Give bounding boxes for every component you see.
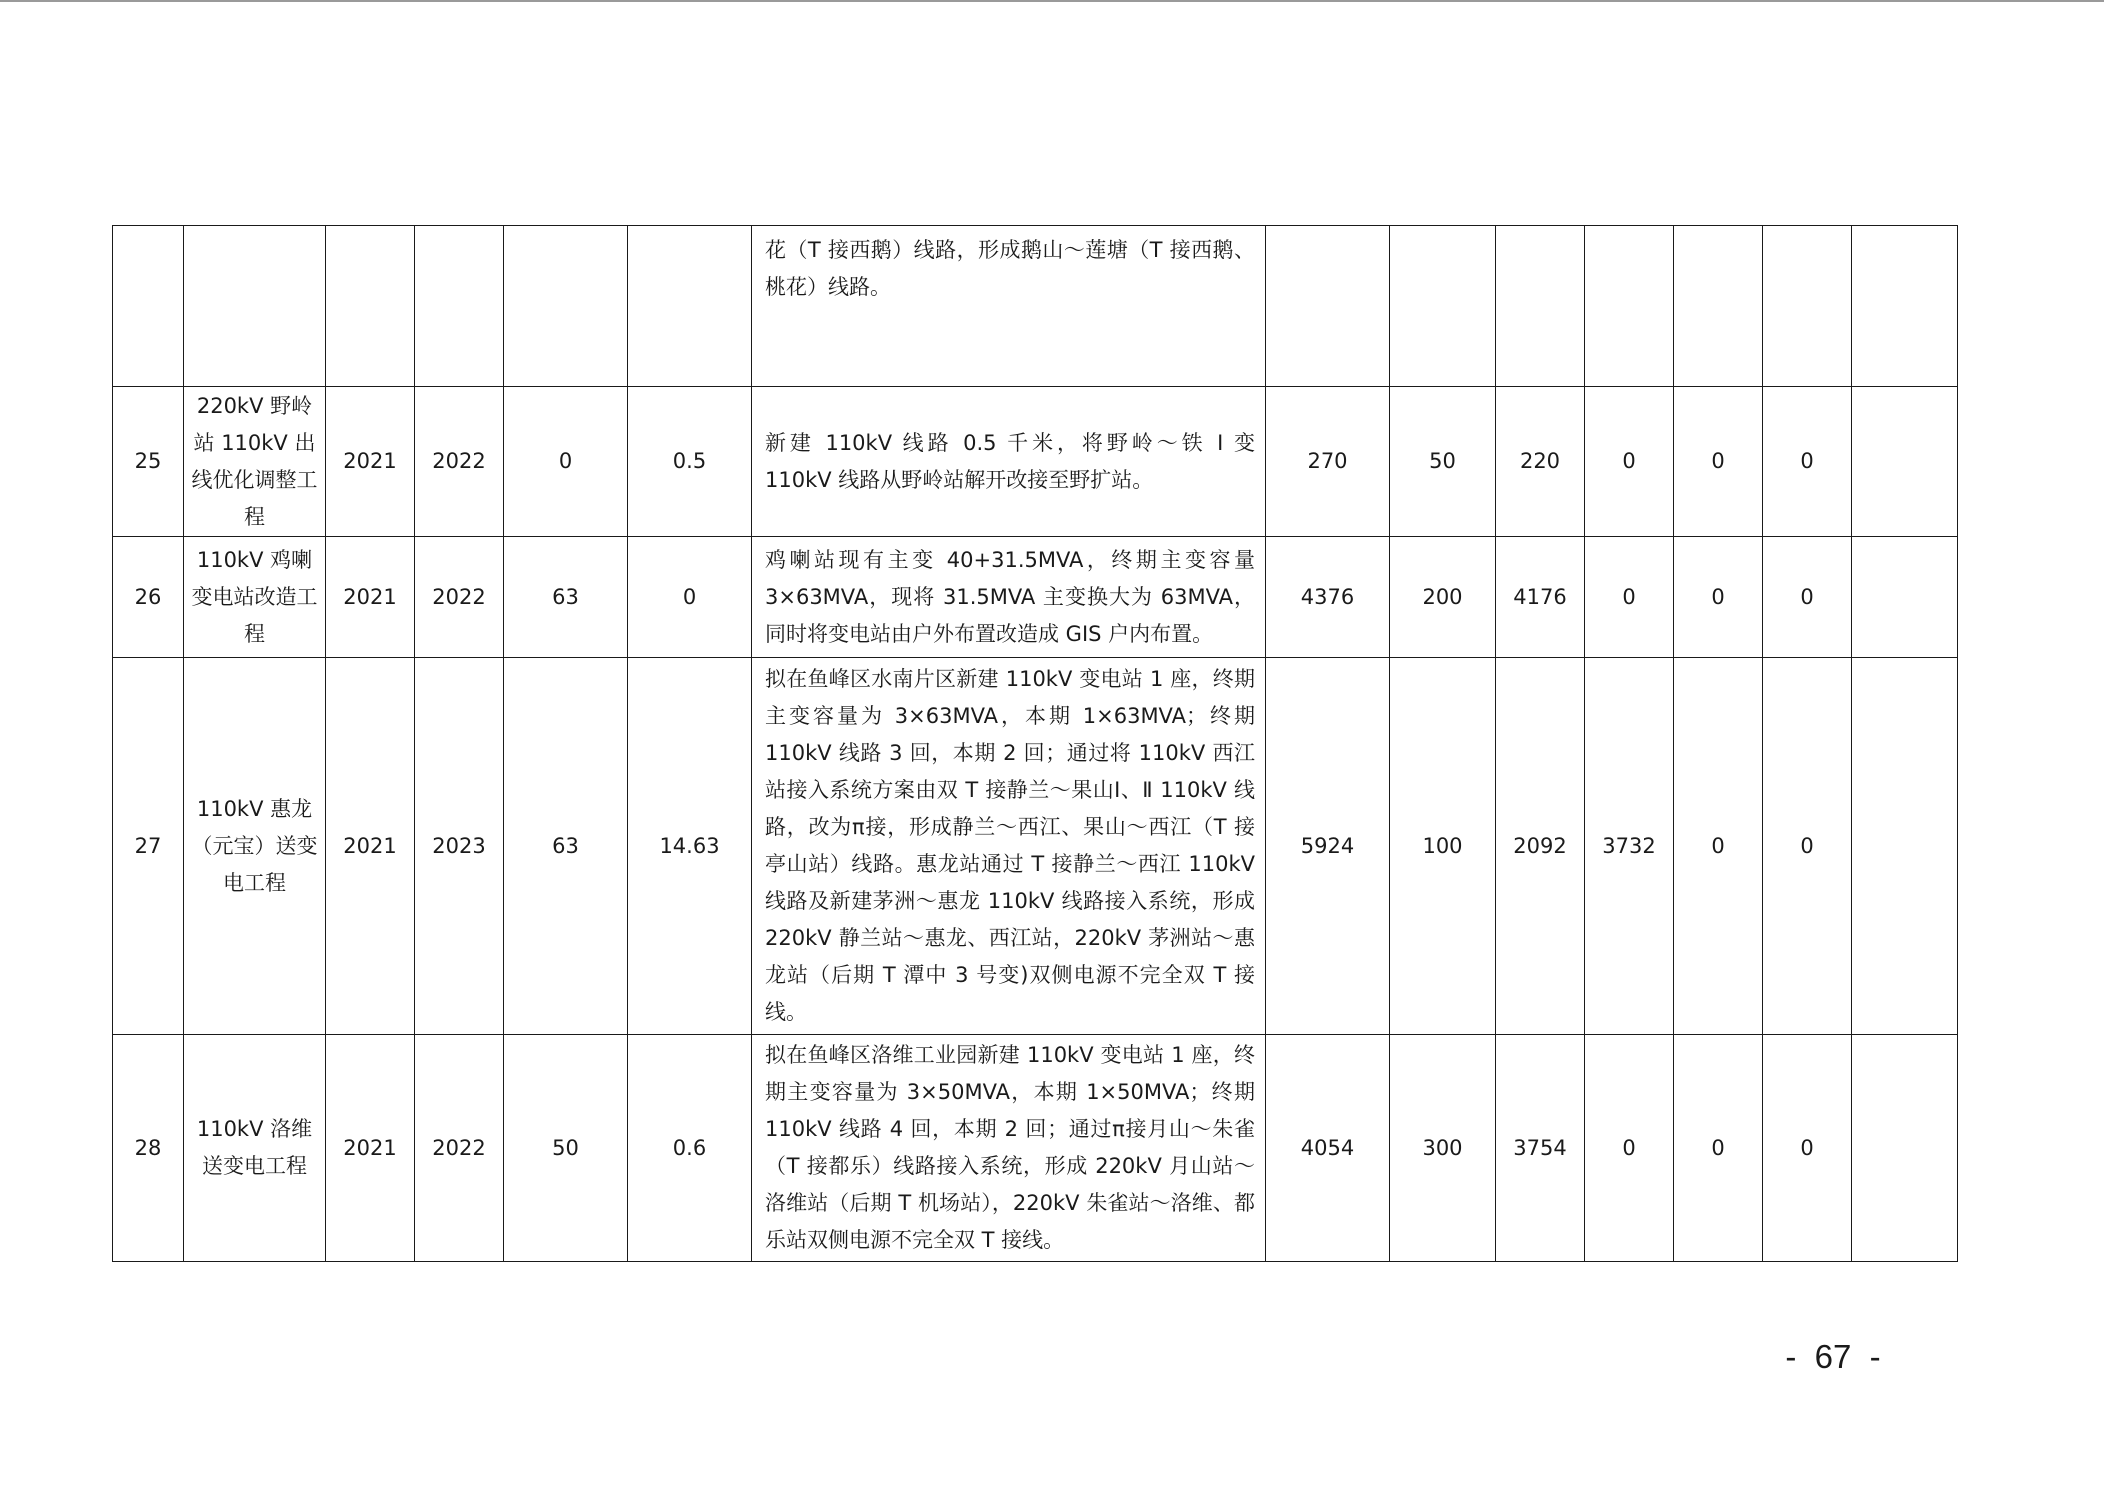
cell-start-year: 2021 [326,537,415,658]
cell-total [1266,226,1390,387]
cell-col-3: 0 [1585,1035,1674,1262]
cell-end-year: 2023 [415,658,504,1035]
cell-project-name [184,226,326,387]
cell-project-name: 110kV 惠龙（元宝）送变电工程 [184,658,326,1035]
cell-no [113,226,184,387]
cell-no: 28 [113,1035,184,1262]
cell-capacity: 50 [504,1035,628,1262]
cell-col-4 [1674,226,1763,387]
table-row [113,1035,1958,1262]
cell-col-4: 0 [1674,537,1763,658]
cell-col-3 [1585,226,1674,387]
cell-col-5: 0 [1763,1035,1852,1262]
cell-start-year [326,226,415,387]
cell-description: 拟在鱼峰区水南片区新建 110kV 变电站 1 座，终期主变容量为 3×63MVA，本期 1×63MVA；终期 110kV 线路 3 回，本期 2 回；通过将 110kV 西江站接入系统方案由双 T 接静兰～果山Ⅰ、Ⅱ 110kV 线路，改为π接，形成静兰～西江、果山～西江（T 接亭山站）线路。惠龙站通过 T 接静兰～西江 110kV 线路及新建茅洲～惠龙 110kV 线路接入系统，形成 220kV 静兰站～惠龙、西江站，220kV 茅洲站～惠龙站（后期 T 潭中 3 号变)双侧电源不完全双 T 接线。 [752,658,1266,1035]
cell-end-year: 2022 [415,537,504,658]
cell-no: 26 [113,537,184,658]
cell-col-2: 3754 [1496,1035,1585,1262]
cell-description: 拟在鱼峰区洛维工业园新建 110kV 变电站 1 座，终期主变容量为 3×50MVA，本期 1×50MVA；终期 110kV 线路 4 回，本期 2 回；通过π接月山～朱雀（T 接都乐）线路接入系统，形成 220kV 月山站～洛维站（后期 T 机场站），220kV 朱雀站～洛维、都乐站双侧电源不完全双 T 接线。 [752,1035,1266,1262]
cell-end-year: 2022 [415,1035,504,1262]
cell-col-2: 220 [1496,387,1585,537]
cell-capacity [504,226,628,387]
cell-project-name: 110kV 鸡喇变电站改造工程 [184,537,326,658]
cell-col-3: 0 [1585,537,1674,658]
cell-col-3: 0 [1585,387,1674,537]
cell-start-year: 2021 [326,658,415,1035]
cell-col-4: 0 [1674,387,1763,537]
cell-col-2: 2092 [1496,658,1585,1035]
table-row [113,658,1958,1035]
cell-col-4: 0 [1674,1035,1763,1262]
cell-note [1852,226,1958,387]
cell-description: 花（T 接西鹅）线路，形成鹅山～莲塘（T 接西鹅、桃花）线路。 [752,226,1266,387]
cell-no: 25 [113,387,184,537]
cell-start-year: 2021 [326,387,415,537]
cell-col-5: 0 [1763,537,1852,658]
cell-note [1852,658,1958,1035]
cell-capacity: 63 [504,537,628,658]
cell-total: 4376 [1266,537,1390,658]
table-row [113,226,1958,387]
cell-capacity: 0 [504,387,628,537]
cell-total: 4054 [1266,1035,1390,1262]
page-number: - 67 - [1785,1338,1881,1375]
cell-line-length: 0.6 [628,1035,752,1262]
cell-col-1: 50 [1390,387,1496,537]
cell-col-2 [1496,226,1585,387]
cell-col-2: 4176 [1496,537,1585,658]
cell-col-5 [1763,226,1852,387]
table-row [113,537,1958,658]
cell-start-year: 2021 [326,1035,415,1262]
cell-description: 新建 110kV 线路 0.5 千米，将野岭～铁 I 变 110kV 线路从野岭站解开改接至野扩站。 [752,387,1266,537]
cell-project-name: 110kV 洛维送变电工程 [184,1035,326,1262]
cell-col-1: 100 [1390,658,1496,1035]
page-top-rule [0,0,2104,2]
cell-note [1852,537,1958,658]
table-row [113,387,1958,537]
cell-capacity: 63 [504,658,628,1035]
cell-col-1: 300 [1390,1035,1496,1262]
cell-project-name: 220kV 野岭站 110kV 出线优化调整工程 [184,387,326,537]
cell-description: 鸡喇站现有主变 40+31.5MVA，终期主变容量 3×63MVA，现将 31.5MVA 主变换大为 63MVA，同时将变电站由户外布置改造成 GIS 户内布置。 [752,537,1266,658]
cell-no: 27 [113,658,184,1035]
cell-end-year: 2022 [415,387,504,537]
project-table [112,225,1958,1262]
cell-note [1852,387,1958,537]
cell-col-1 [1390,226,1496,387]
cell-total: 270 [1266,387,1390,537]
cell-col-1: 200 [1390,537,1496,658]
cell-line-length: 14.63 [628,658,752,1035]
cell-line-length: 0.5 [628,387,752,537]
cell-col-5: 0 [1763,387,1852,537]
cell-total: 5924 [1266,658,1390,1035]
cell-line-length [628,226,752,387]
cell-end-year [415,226,504,387]
cell-line-length: 0 [628,537,752,658]
cell-col-3: 3732 [1585,658,1674,1035]
cell-note [1852,1035,1958,1262]
cell-col-4: 0 [1674,658,1763,1035]
cell-col-5: 0 [1763,658,1852,1035]
